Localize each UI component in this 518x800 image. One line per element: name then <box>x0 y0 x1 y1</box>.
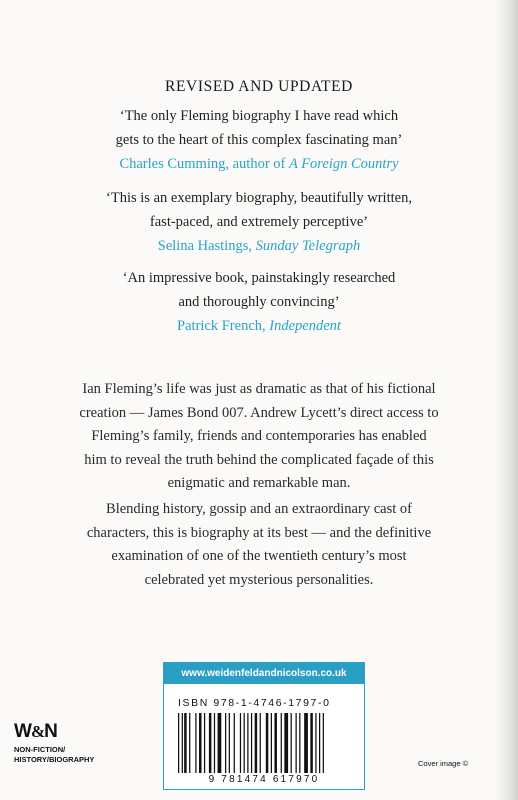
book-category <box>14 745 124 764</box>
blurb-line: examination of one of the twentieth century’s most <box>111 548 407 564</box>
blurb-line: Ian Fleming’s life was just as dramatic as that of his fictional <box>82 381 436 397</box>
quote-line: and thoroughly convincing’ <box>178 294 340 310</box>
barcode-bar <box>296 713 297 773</box>
barcode-bar <box>199 713 202 773</box>
quote-source: Independent <box>269 318 341 334</box>
barcode-bar <box>315 713 316 773</box>
logo-letter: W <box>14 721 31 742</box>
barcode-bar <box>284 713 288 773</box>
barcode-bar <box>244 713 245 773</box>
blurb-line: celebrated yet mysterious personalities. <box>144 571 374 588</box>
quote-line: gets to the heart of this complex fascinating man’ <box>115 132 403 148</box>
quote-source: A Foreign Country <box>288 156 399 172</box>
quote-author: Patrick French, <box>177 318 266 334</box>
blurb-line: enigmatic and remarkable man. <box>167 475 351 491</box>
blurb-line: characters, this is biography at its best — and the definitive <box>86 524 432 541</box>
category-line: HISTORY/BIOGRAPHY <box>14 754 95 764</box>
barcode-bar <box>204 713 205 773</box>
barcode-bar <box>304 713 308 773</box>
quote-attribution <box>0 234 518 258</box>
barcode-bar <box>310 713 313 773</box>
review-quote-1 <box>0 104 518 176</box>
isbn-number: ISBN 978-1-4746-1797-0 <box>178 697 331 709</box>
review-quote-3 <box>0 266 518 338</box>
blurb-paragraph-1 <box>0 378 518 496</box>
quote-line: fast-paced, and extremely perceptive’ <box>149 214 369 230</box>
publisher-logo <box>14 721 57 743</box>
barcode-bar <box>247 713 248 773</box>
category-line: NON-FICTION/ <box>14 745 66 754</box>
quote-line: ‘This is an exemplary biography, beautifully written, <box>106 190 412 206</box>
barcode-bar <box>225 713 226 773</box>
edition-heading: REVISED AND UPDATED <box>165 78 353 95</box>
quote-attribution <box>0 314 518 338</box>
blurb-line: him to reveal the truth behind the complicated façade of this <box>84 451 434 468</box>
quote-line: ‘An impressive book, painstakingly researched <box>122 270 396 286</box>
barcode-bar <box>189 713 190 773</box>
barcode-bar <box>184 713 187 773</box>
barcode-image <box>176 713 352 773</box>
barcode-bar <box>260 713 261 773</box>
barcode-bar <box>281 713 282 773</box>
blurb-line: creation — James Bond 007. Andrew Lycett’s direct access to <box>79 404 439 421</box>
quote-author: Charles Cumming, author of <box>119 156 286 172</box>
barcode-bar <box>274 713 277 773</box>
blurb-line: Blending history, gossip and an extraordinary cast of <box>106 501 412 517</box>
publisher-url: www.weidenfeldandnicolson.co.uk <box>164 663 364 684</box>
barcode-bar <box>255 713 258 773</box>
barcode-box <box>163 662 365 790</box>
barcode-bar <box>178 713 179 773</box>
barcode-bar <box>266 713 269 773</box>
blurb-paragraph-2 <box>0 498 518 592</box>
barcode-bar <box>214 713 215 773</box>
barcode-bar <box>240 713 241 773</box>
barcode-bar <box>271 713 272 773</box>
barcode-bar <box>319 713 320 773</box>
quote-line: ‘The only Fleming biography I have read which <box>119 108 399 124</box>
barcode-digits: 9 781474 617970 <box>208 774 320 785</box>
quote-attribution <box>0 152 518 176</box>
blurb-line: Fleming’s family, friends and contemporaries has enabled <box>91 428 427 444</box>
barcode-bar <box>195 713 196 773</box>
barcode-bar <box>251 713 252 773</box>
barcode-bar <box>291 713 292 773</box>
review-quote-2 <box>0 186 518 258</box>
barcode-bar <box>234 713 235 773</box>
barcode-bar <box>182 713 183 773</box>
barcode-bar <box>209 713 212 773</box>
quote-author: Selina Hastings, <box>157 238 253 254</box>
quote-source: Sunday Telegraph <box>255 238 361 254</box>
logo-letter: N <box>44 721 57 742</box>
logo-ampersand: & <box>30 722 45 741</box>
cover-image-credit: Cover image © <box>418 759 469 768</box>
barcode-bar <box>323 713 324 773</box>
barcode-bar <box>299 713 300 773</box>
barcode-bar <box>218 713 222 773</box>
barcode-bar <box>229 713 230 773</box>
